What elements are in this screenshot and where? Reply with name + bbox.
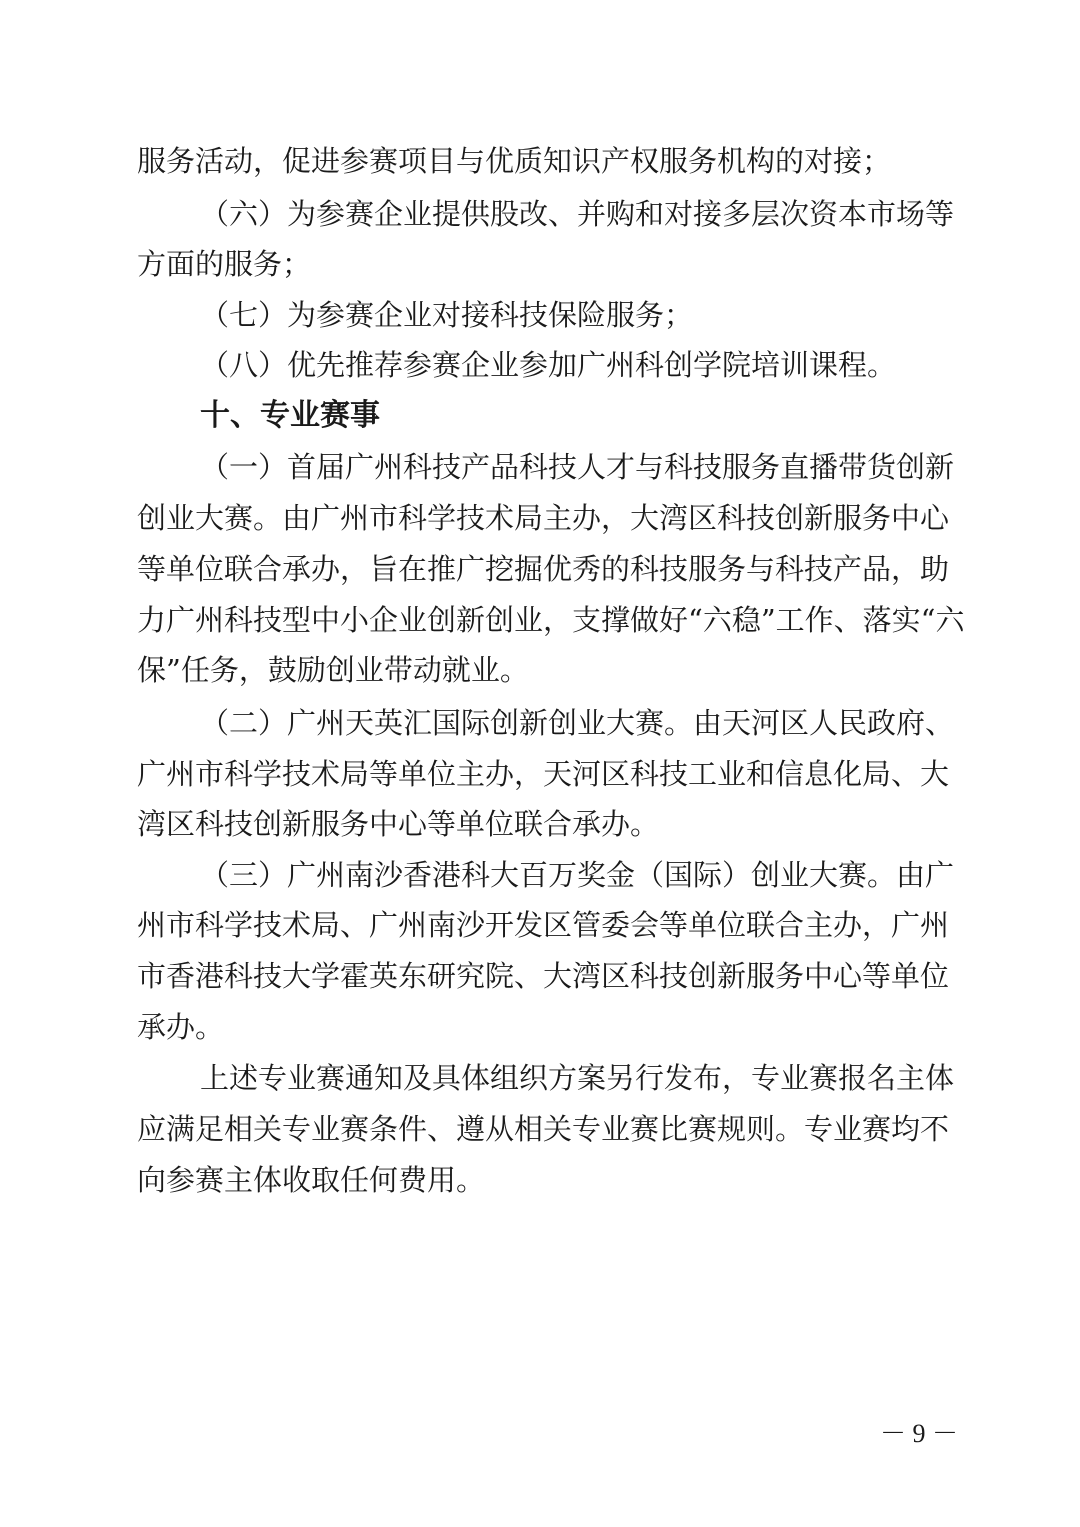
text-line: （三）广州南沙香港科大百万奖金（国际）创业大赛。由广 <box>200 858 955 892</box>
text-line: 保”任务，鼓励创业带动就业。 <box>137 653 529 687</box>
text-line: 湾区科技创新服务中心等单位联合承办。 <box>137 807 660 841</box>
text-line: 应满足相关专业赛条件、遵从相关专业赛比赛规则。专业赛均不 <box>137 1112 950 1146</box>
text-line: （一）首届广州科技产品科技人才与科技服务直播带货创新 <box>200 450 955 484</box>
text-line: 承办。 <box>137 1010 225 1044</box>
text-line: （八）优先推荐参赛企业参加广州科创学院培训课程。 <box>200 348 897 382</box>
page-number: － 9 － <box>880 1419 959 1448</box>
text-line: （六）为参赛企业提供股改、并购和对接多层次资本市场等 <box>200 197 955 231</box>
text-line: 广州市科学技术局等单位主办，天河区科技工业和信息化局、大 <box>137 757 950 791</box>
text-line: 创业大赛。由广州市科学技术局主办，大湾区科技创新服务中心 <box>137 501 950 535</box>
text-line: 向参赛主体收取任何费用。 <box>137 1163 486 1197</box>
text-line: 力广州科技型中小企业创新创业，支撑做好“六稳”工作、落实“六 <box>137 603 965 637</box>
text-line: （七）为参赛企业对接科技保险服务； <box>200 298 694 332</box>
text-line: （二）广州天英汇国际创新创业大赛。由天河区人民政府、 <box>200 706 955 740</box>
text-line: 州市科学技术局、广州南沙开发区管委会等单位联合主办，广州 <box>137 908 950 942</box>
text-line: 上述专业赛通知及具体组织方案另行发布，专业赛报名主体 <box>200 1061 955 1095</box>
section-heading: 十、专业赛事 <box>200 398 380 433</box>
text-line: 市香港科技大学霍英东研究院、大湾区科技创新服务中心等单位 <box>137 959 950 993</box>
text-line: 方面的服务； <box>137 247 312 281</box>
text-line: 服务活动，促进参赛项目与优质知识产权服务机构的对接； <box>137 144 892 178</box>
text-line: 等单位联合承办，旨在推广挖掘优秀的科技服务与科技产品，助 <box>137 552 950 586</box>
